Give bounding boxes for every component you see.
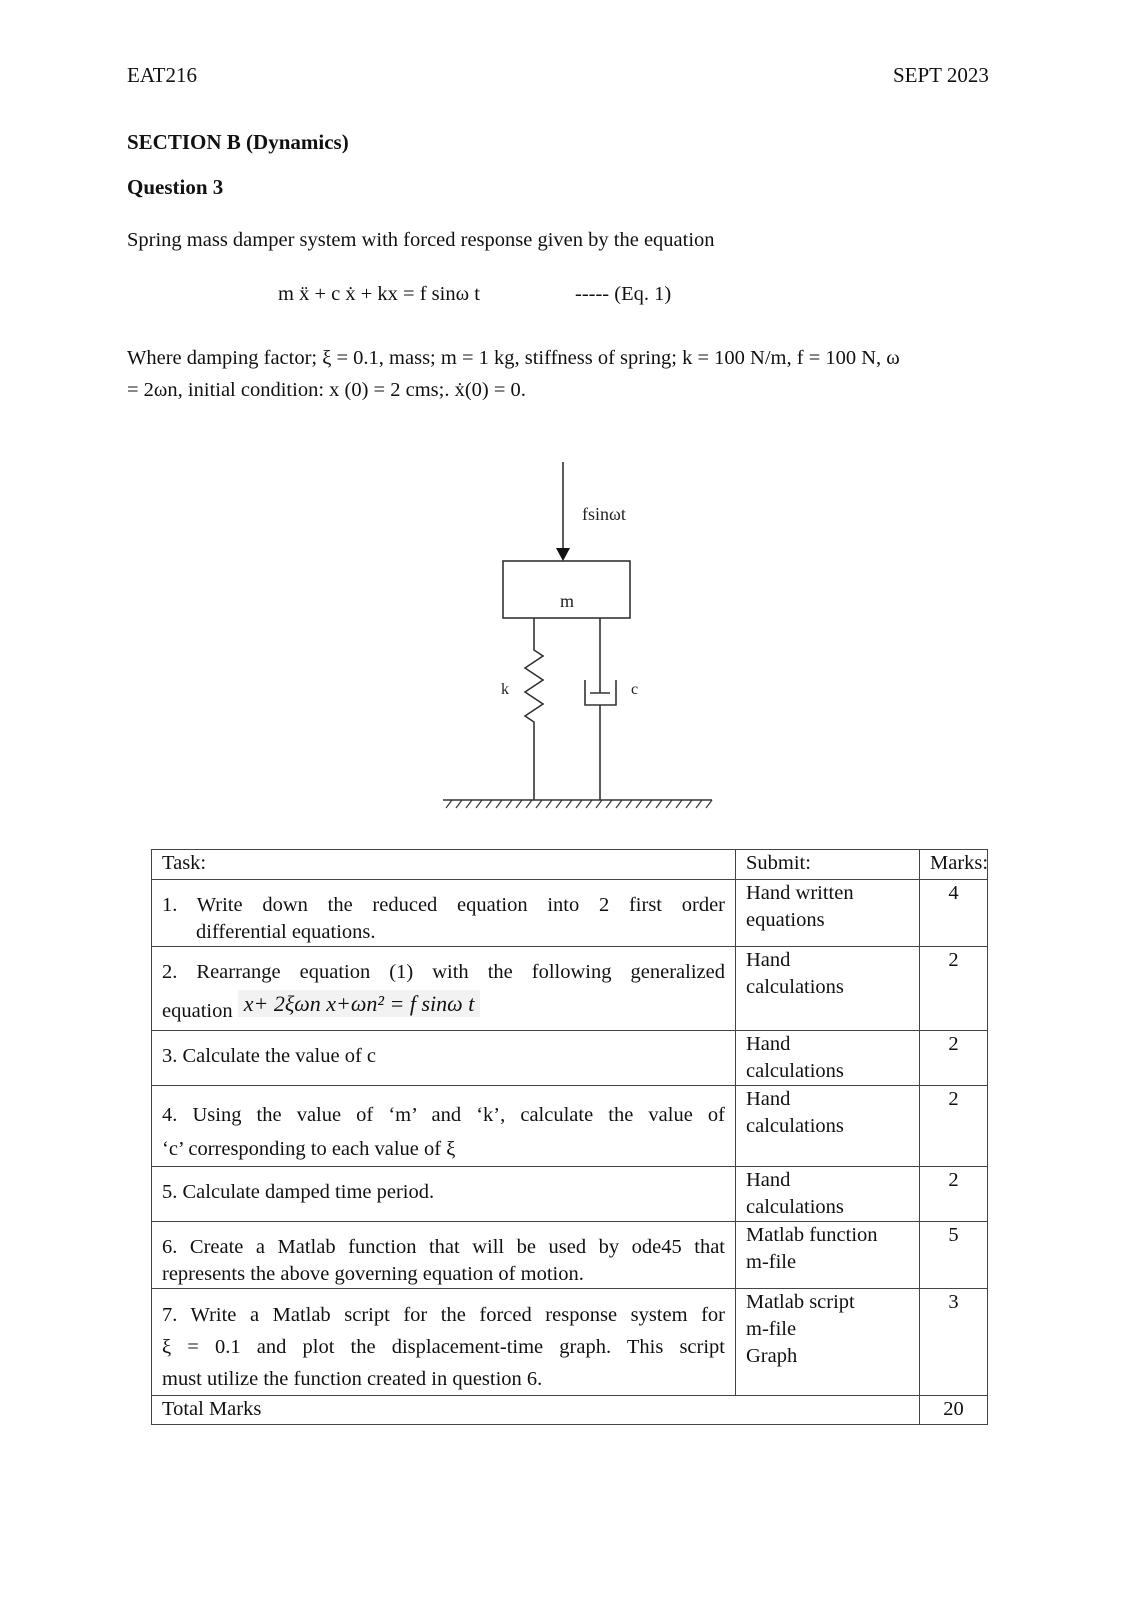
marks-6: 5 [920,1222,988,1289]
submit-5-line-2: calculations [746,1196,844,1218]
submit-4-line-1: Hand [746,1088,791,1110]
parameters-line-1: Where damping factor; ξ = 0.1, mass; m = 1 kg, stiffness of spring; k = 100 N/m, f = 100 N, ω [127,347,900,369]
submit-3-line-1: Hand [746,1033,791,1055]
submit-7-line-3: Graph [746,1345,798,1367]
table-row [152,1222,988,1289]
mass-label: m [560,591,575,611]
task-1-line-2: differential equations. [196,921,376,943]
task-6-line-2: represents the above governing equation of motion. [162,1263,584,1285]
spring [525,618,543,800]
table-row [152,880,988,947]
submit-7-line-2: m-file [746,1318,797,1340]
force-arrow-head [556,548,570,561]
section-title: SECTION B (Dynamics) [127,130,349,154]
task-1-line-1: 1. Write down the reduced equation into 2 first order [162,894,725,916]
header-task: Task: [152,850,736,880]
task-7-line-2: ξ = 0.1 and plot the displacement-time graph. This script [162,1336,725,1358]
marks-7: 3 [920,1289,988,1396]
marks-3: 2 [920,1031,988,1086]
course-code: EAT216 [127,63,197,87]
task-7-line-3: must utilize the function created in question 6. [162,1368,543,1390]
ground-hatch [446,800,712,808]
table-row [152,947,988,1031]
task-4-line-1: 4. Using the value of ‘m’ and ‘k’, calculate the value of [162,1104,725,1126]
marks-2: 2 [920,947,988,1031]
submit-7-line-1: Matlab script [746,1291,855,1313]
generalized-equation: x+ 2ξωn x+ωn² = f sinω t [238,990,481,1017]
task-table [151,849,988,1425]
task-6-line-1: 6. Create a Matlab function that will be used by ode45 that [162,1236,725,1258]
force-label: fsinωt [582,504,626,524]
marks-1: 4 [920,880,988,947]
header-submit: Submit: [736,850,920,880]
task-3: 3. Calculate the value of c [152,1031,736,1086]
damper-label: c [631,681,639,698]
header-marks: Marks: [920,850,988,880]
table-total-row [152,1396,988,1425]
total-label: Total Marks [152,1396,920,1425]
submit-6-line-1: Matlab function [746,1224,878,1246]
table-row [152,1167,988,1222]
task-2-line-1: 2. Rearrange equation (1) with the following generalized [162,961,725,983]
total-value: 20 [920,1396,988,1425]
submit-5-line-1: Hand [746,1169,791,1191]
marks-4: 2 [920,1086,988,1167]
equation-1: m ẍ + c ẋ + kx = f sinω t [278,283,480,305]
submit-6-line-2: m-file [746,1251,797,1273]
parameters-line-2: = 2ωn, initial condition: x (0) = 2 cms;. ẋ(0) = 0. [127,379,526,401]
exam-date: SEPT 2023 [893,63,989,87]
task-7-line-1: 7. Write a Matlab script for the forced response system for [162,1304,725,1326]
table-header-row [152,850,988,880]
submit-2-line-2: calculations [746,976,844,998]
submit-1-line-2: equations [746,909,825,931]
task-4-line-2: ‘c’ corresponding to each value of ξ [162,1138,456,1160]
submit-2-line-1: Hand [746,949,791,971]
intro-text: Spring mass damper system with forced response given by the equation [127,229,715,251]
submit-4-line-2: calculations [746,1115,844,1137]
table-row [152,1289,988,1396]
table-row [152,1031,988,1086]
table-row [152,1086,988,1167]
submit-3-line-2: calculations [746,1060,844,1082]
equation-label: ----- (Eq. 1) [575,283,672,305]
task-2-line-2: equation [162,1000,233,1022]
marks-5: 2 [920,1167,988,1222]
question-title: Question 3 [127,175,224,199]
spring-label: k [501,681,509,698]
task-5: 5. Calculate damped time period. [152,1167,736,1222]
submit-1-line-1: Hand written [746,882,854,904]
